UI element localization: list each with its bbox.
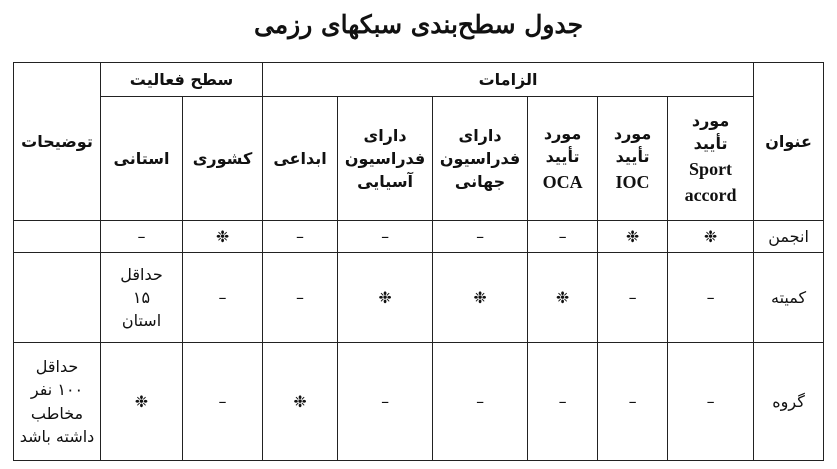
- header-line: accord: [684, 184, 737, 205]
- row-label: انجمن: [754, 221, 824, 253]
- header-line: مورد: [543, 124, 582, 144]
- dash-mark: –: [598, 343, 668, 461]
- header-line: جهانی: [454, 172, 506, 192]
- header-line: دارای: [458, 125, 502, 145]
- dash-mark: –: [668, 253, 754, 343]
- header-line: تأیید: [545, 147, 580, 167]
- header-line: IOC: [615, 171, 650, 192]
- star-mark-icon: ❉: [183, 221, 263, 253]
- header-line: OCA: [542, 171, 583, 192]
- row-notes: حداقل ۱۰۰ نفر مخاطب داشته باشد: [14, 343, 101, 461]
- cell-text: حداقل ۱۵ استان: [101, 253, 183, 343]
- header-requirement-1: [598, 97, 668, 221]
- star-mark-icon: ❉: [263, 343, 338, 461]
- row-notes: [14, 221, 101, 253]
- header-activity-level: سطح فعالیت: [101, 63, 263, 97]
- header-line: آسیایی: [357, 172, 414, 192]
- table-title: جدول سطح‌بندی سبکهای رزمی: [253, 10, 584, 39]
- header-requirement-3: [433, 97, 528, 221]
- dash-mark: –: [263, 253, 338, 343]
- header-line: Sport: [689, 158, 733, 179]
- dash-mark: –: [668, 343, 754, 461]
- dash-mark: –: [433, 221, 528, 253]
- dash-mark: –: [183, 253, 263, 343]
- header-row-top: [14, 63, 824, 97]
- header-activity-0: کشوری: [183, 97, 263, 221]
- star-mark-icon: ❉: [433, 253, 528, 343]
- dash-mark: –: [338, 343, 433, 461]
- star-mark-icon: ❉: [598, 221, 668, 253]
- dash-mark: –: [183, 343, 263, 461]
- header-line: مورد: [613, 124, 652, 144]
- star-mark-icon: ❉: [338, 253, 433, 343]
- header-row-sub: [14, 97, 824, 221]
- martial-styles-table: [13, 62, 824, 461]
- dash-mark: –: [338, 221, 433, 253]
- header-requirements: الزامات: [263, 63, 754, 97]
- dash-mark: –: [528, 343, 598, 461]
- header-requirement-5: [263, 97, 338, 221]
- header-activity-1: استانی: [101, 97, 183, 221]
- dash-mark: –: [433, 343, 528, 461]
- header-line: مورد: [691, 111, 730, 131]
- header-line: تأیید: [693, 134, 728, 154]
- header-line: فدراسیون: [344, 148, 426, 168]
- header-row-label: عنوان: [754, 63, 824, 221]
- header-requirement-4: [338, 97, 433, 221]
- table-row: [14, 253, 824, 343]
- header-line: دارای: [363, 125, 407, 145]
- dash-mark: –: [598, 253, 668, 343]
- header-notes: توضیحات: [14, 63, 101, 221]
- header-requirement-2: [528, 97, 598, 221]
- table-row: [14, 221, 824, 253]
- header-line: تأیید: [615, 147, 650, 167]
- star-mark-icon: ❉: [668, 221, 754, 253]
- dash-mark: –: [263, 221, 338, 253]
- header-line: فدراسیون: [439, 148, 521, 168]
- dash-mark: –: [101, 221, 183, 253]
- table-row: [14, 343, 824, 461]
- row-label: کمیته: [754, 253, 824, 343]
- header-line: ابداعی: [273, 148, 327, 168]
- row-label: گروه: [754, 343, 824, 461]
- star-mark-icon: ❉: [528, 253, 598, 343]
- star-mark-icon: ❉: [101, 343, 183, 461]
- row-notes: [14, 253, 101, 343]
- header-requirement-0: [668, 97, 754, 221]
- dash-mark: –: [528, 221, 598, 253]
